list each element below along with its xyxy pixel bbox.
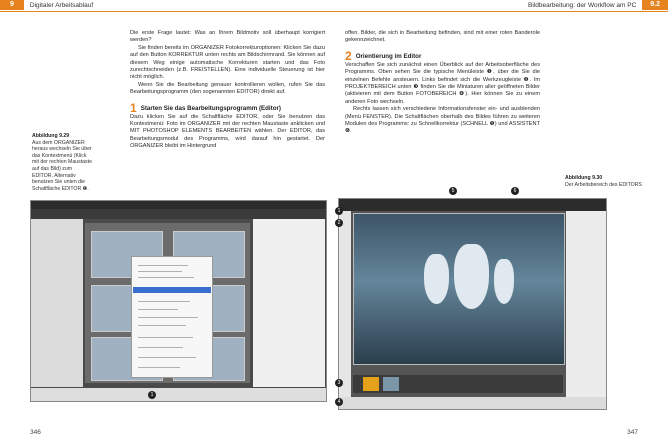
toolbar bbox=[31, 209, 326, 219]
step-heading bbox=[130, 102, 325, 114]
ice-photo bbox=[353, 213, 565, 365]
callout-1: 1 bbox=[335, 207, 343, 215]
bin-thumbnail bbox=[363, 377, 379, 391]
callout-6: 6 bbox=[511, 187, 519, 195]
paragraph: Sie finden bereits im ORGANIZER Fotokorrekturoptionen: Klicken Sie dazu auf den Button KORREKTUR unten rechts am Bildschirmrand. Sie können auf diesem Weg einige automatische Korrekturen starten und das Foto zurechtschneiden (z.B. FREISTELLEN). Eine individuelle Steuerung ist hier nicht möglich. bbox=[130, 44, 325, 81]
callout-5: 5 bbox=[449, 187, 457, 195]
step-title: Starten Sie das Bearbeitungsprogramm (Editor) bbox=[140, 104, 281, 112]
paragraph: Verschaffen Sie sich zunächst einen Überblick auf der Arbeitsoberfläche des Programms. Oben sehen Sie die typische Menüleiste ❶, über die Sie die einzelnen Befehle ansteuern. Links befindet sich die Werkzeugleiste ❷. Im PROJEKTBEREICH unten ❸ finden Sie die Miniaturen aller geöffneten Bilder (aktivieren mit dem Button FOTOBEREICH ❹). Hier können Sie zu einem anderen Foto wechseln. bbox=[345, 61, 540, 105]
caption-figure-9-29 bbox=[32, 133, 94, 192]
organizer-screenshot bbox=[30, 200, 327, 402]
header-rule bbox=[0, 11, 668, 12]
page-number-left: 346 bbox=[30, 429, 41, 436]
paragraph: Dazu klicken Sie auf die Schaltfläche EDITOR, oder Sie benutzen das Kontextmenü: Foto im ORGANIZER mit der rechten Maustaste anklicken und MIT PHOTOSHOP ELEMENTS BEARBEITEN wählen. Der EDITOR, das Bearbeitungsmodul des Programms, wird darauf hin gestartet. Der ORGANIZER bleibt im Hintergrund bbox=[130, 113, 325, 150]
editor-bottom-bar bbox=[339, 397, 606, 409]
highlighted-menu-item bbox=[133, 287, 211, 293]
right-text-column bbox=[345, 30, 540, 136]
project-bin bbox=[353, 375, 563, 393]
chapter-title: Digitaler Arbeitsablauf bbox=[29, 1, 94, 9]
section-number: 9.2 bbox=[642, 0, 668, 10]
caption-text: Der Arbeitsbereich des EDITORS bbox=[565, 181, 642, 188]
tool-bar bbox=[339, 211, 351, 397]
caption-figure-9-30 bbox=[565, 175, 660, 188]
paragraph: Rechts lassen sich verschiedene Informationsfenster ein- und ausblenden (Menü FENSTER). Die Schaltflächen oberhalb des Bildes führen zu weiteren Modulen des Programms: zu Schnellkorrektur (SCHNELL ❺) und ASSISTENT ❻. bbox=[345, 106, 540, 135]
right-panel bbox=[253, 219, 325, 387]
callout-4: 4 bbox=[335, 398, 343, 406]
bottom-bar bbox=[31, 388, 326, 401]
left-text-column bbox=[130, 30, 325, 151]
editor-screenshot bbox=[337, 188, 607, 410]
step-title: Orientierung im Editor bbox=[355, 52, 422, 60]
bin-thumbnail bbox=[383, 377, 399, 391]
context-menu bbox=[131, 256, 213, 378]
paragraph: Die erste Frage lautet: Was an Ihrem Bildmotiv soll überhaupt korrigiert werden? bbox=[130, 30, 325, 44]
right-header bbox=[528, 0, 668, 10]
page-number-right: 347 bbox=[627, 429, 638, 436]
album-sidebar bbox=[31, 219, 83, 387]
paragraph: offen. Bilder, die sich in Bearbeitung befinden, sind mit einer roten Banderole gekennzeichnet. bbox=[345, 30, 540, 44]
page-header bbox=[0, 0, 668, 10]
left-header bbox=[0, 0, 93, 10]
caption-text: Aus dem ORGANIZER heraus wechseln Sie über das Kontextmenü (Klick mit der rechten Maustaste auf das Bild) zum EDITOR. Alternativ benutzen Sie unten die Schaltfläche EDITOR ❶. bbox=[32, 139, 92, 192]
callout-2: 2 bbox=[335, 219, 343, 227]
step-heading bbox=[345, 50, 540, 62]
step-number: 1 bbox=[130, 100, 137, 115]
callout-3: 3 bbox=[335, 379, 343, 387]
callout-1: 1 bbox=[148, 391, 156, 399]
editor-menu-bar bbox=[339, 199, 606, 211]
chapter-number: 9 bbox=[0, 0, 24, 10]
step-number: 2 bbox=[345, 48, 352, 63]
paragraph: Wenn Sie die Bearbeitung genauer kontrollieren wollen, rufen Sie das Bearbeitungsprogramm (den sogenannten EDITOR) direkt auf. bbox=[130, 81, 325, 96]
caption-title: Abbildung 9.30 bbox=[565, 175, 603, 181]
menu-bar bbox=[31, 201, 326, 209]
caption-title: Abbildung 9.29 bbox=[32, 133, 70, 139]
panel-bin bbox=[566, 211, 606, 397]
section-running-title: Bildbearbeitung: der Workflow am PC bbox=[528, 1, 637, 9]
